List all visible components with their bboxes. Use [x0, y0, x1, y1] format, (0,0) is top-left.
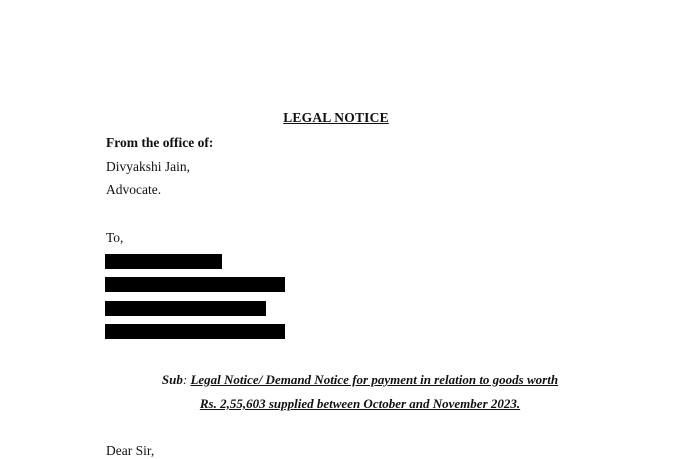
redacted-recipient-line-3	[105, 301, 266, 316]
salutation: Dear Sir,	[106, 443, 155, 458]
subject-line-2	[0, 396, 680, 412]
subject-line-1	[0, 372, 680, 388]
subject-text-line-1: Legal Notice/ Demand Notice for payment in relation to goods worth	[190, 372, 559, 387]
sender-designation: Advocate.	[106, 182, 162, 197]
redacted-recipient-line-4	[105, 324, 285, 339]
subject-prefix: Sub	[161, 372, 183, 387]
redacted-recipient-line-1	[105, 254, 222, 269]
from-heading: From the office of:	[106, 135, 214, 150]
redacted-recipient-line-2	[105, 277, 285, 292]
recipient-label: To,	[106, 230, 124, 245]
document-title: LEGAL NOTICE	[283, 110, 389, 125]
subject-text-line-2: Rs. 2,55,603 supplied between October and November 2023.	[199, 396, 521, 411]
sender-name: Divyakshi Jain,	[106, 159, 190, 174]
subject-colon: :	[182, 372, 188, 387]
